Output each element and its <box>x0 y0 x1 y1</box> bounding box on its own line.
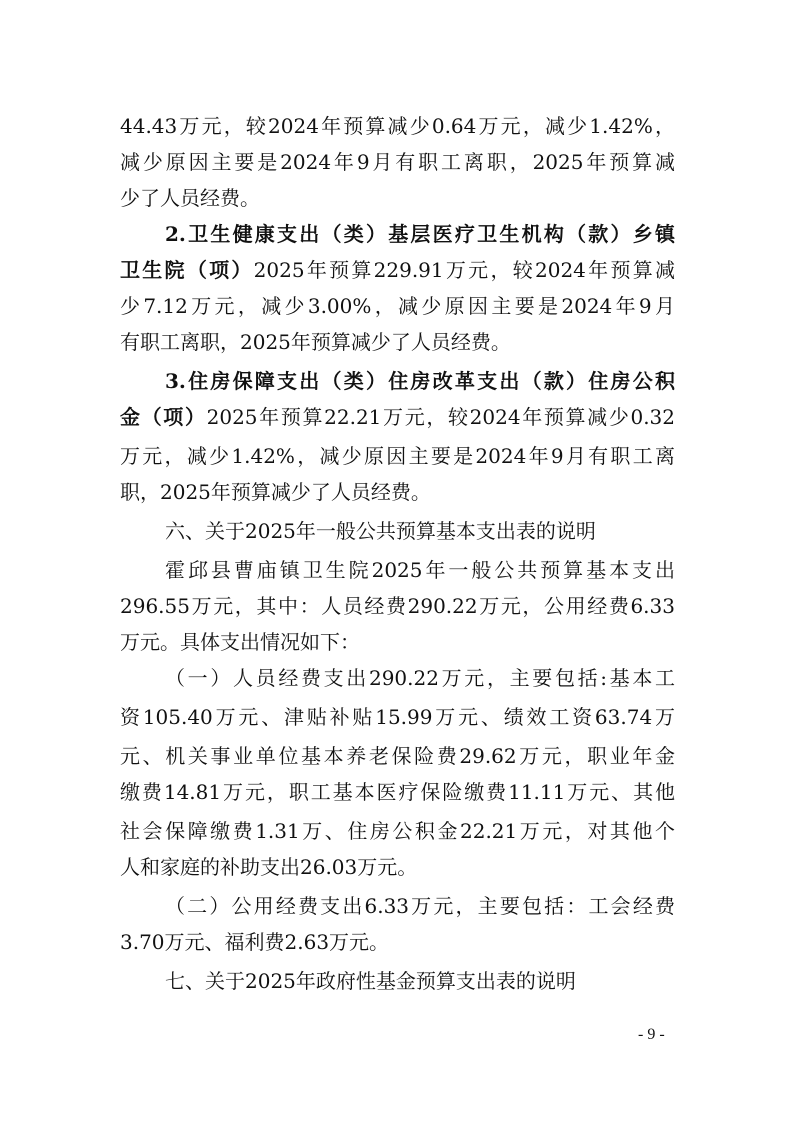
body-text-line: 资105.40万元、津贴补贴15.99万元、绩效工资63.74万 <box>120 705 675 729</box>
body-text-line: 万元，减少1.42%，减少原因主要是2024年9月有职工离 <box>120 444 675 468</box>
body-text-line: 3.70万元、福利费2.63万元。 <box>120 930 390 954</box>
body-text-line: （二）公用经费支出6.33万元，主要包括：工会经费 <box>165 894 675 918</box>
body-text-line: 有职工离职，2025年预算减少了人员经费。 <box>120 330 511 354</box>
body-text-line: 万元。具体支出情况如下： <box>120 630 360 654</box>
item-2-line <box>120 252 675 288</box>
body-text-line: 职，2025年预算减少了人员经费。 <box>120 480 431 504</box>
body-text-line: 缴费14.81万元，职工基本医疗保险缴费11.11万元、其他 <box>120 780 675 804</box>
item-2-heading: 2.卫生健康支出（类）基层医疗卫生机构（款）乡镇 <box>165 222 675 246</box>
section-7-title: 七、关于2025年政府性基金预算支出表的说明 <box>165 969 576 993</box>
item-3-heading-tail: 金（项） <box>120 405 207 429</box>
body-text-line: 44.43万元，较2024年预算减少0.64万元，减少1.42%， <box>120 114 675 138</box>
body-text-line: （一）人员经费支出290.22万元，主要包括:基本工 <box>165 666 675 690</box>
body-text-line: 霍邱县曹庙镇卫生院2025年一般公共预算基本支出 <box>165 558 675 582</box>
item-2-text: 2025年预算229.91万元，较2024年预算减 <box>253 258 676 282</box>
section-6-title: 六、关于2025年一般公共预算基本支出表的说明 <box>165 519 596 543</box>
item-2-heading-tail: 卫生院（项） <box>120 258 254 282</box>
body-text-line: 少7.12万元，减少3.00%，减少原因主要是2024年9月 <box>120 294 675 318</box>
body-text-line: 减少原因主要是2024年9月有职工离职，2025年预算减 <box>120 150 675 174</box>
body-text-line: 元、机关事业单位基本养老保险费29.62万元，职业年金 <box>120 744 675 768</box>
body-text-line: 少了人员经费。 <box>120 186 260 210</box>
item-3-heading: 3.住房保障支出（类）住房改革支出（款）住房公积 <box>165 369 675 393</box>
body-text-line: 社会保障缴费1.31万、住房公积金22.21万元，对其他个 <box>120 819 675 843</box>
item-3-text: 2025年预算22.21万元，较2024年预算减少0.32 <box>206 405 676 429</box>
item-3-line <box>120 399 675 435</box>
body-text-line: 296.55万元，其中：人员经费290.22万元，公用经费6.33 <box>120 594 675 618</box>
body-text-line: 人和家庭的补助支出26.03万元。 <box>120 855 418 879</box>
page-number: - 9 - <box>638 1026 665 1043</box>
